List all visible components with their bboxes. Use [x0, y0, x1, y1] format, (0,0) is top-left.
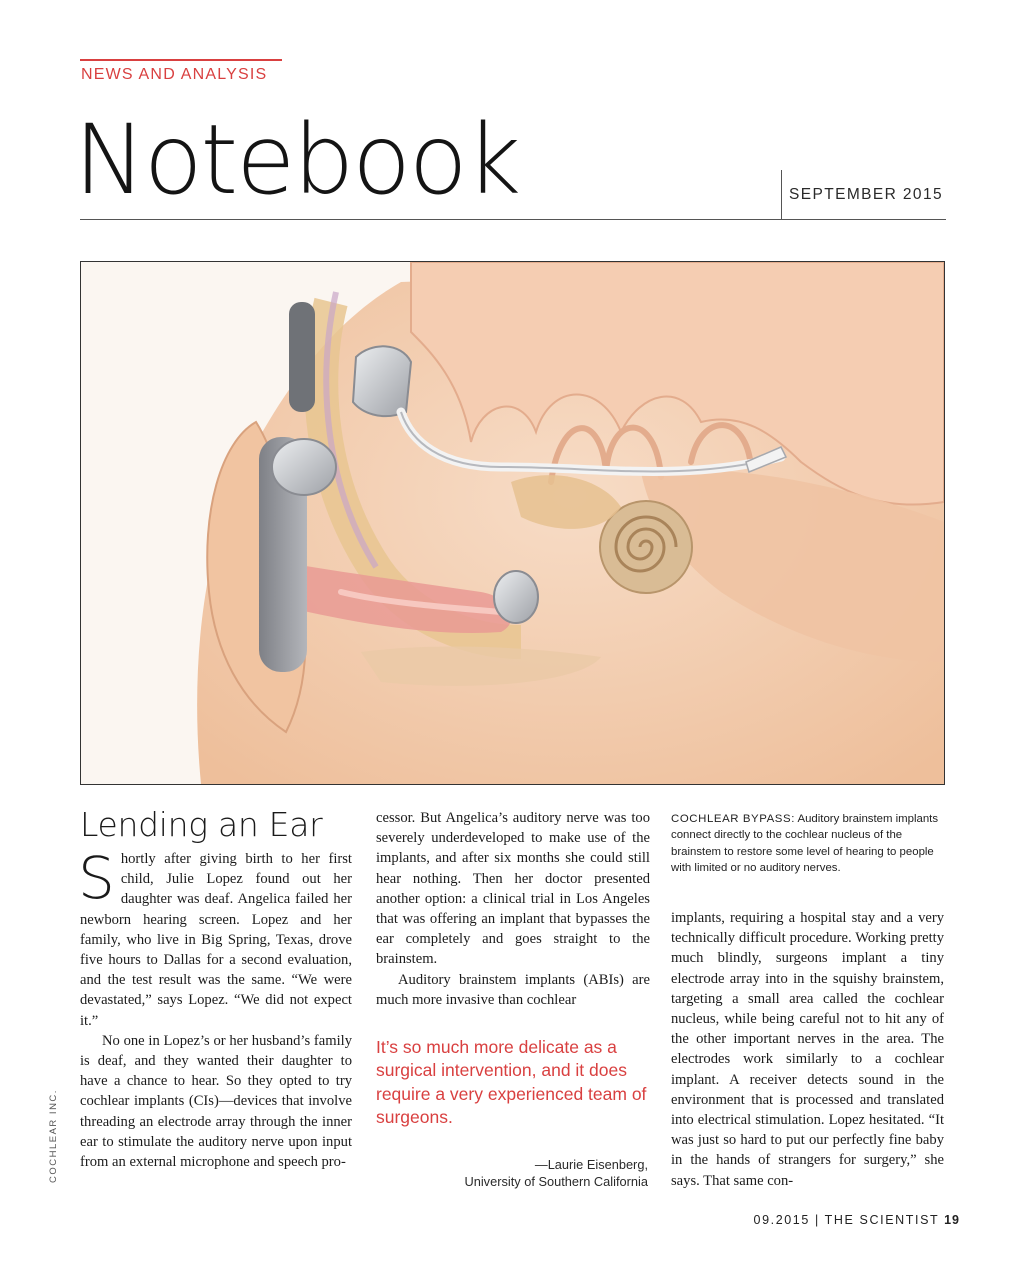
- page-number: 19: [944, 1213, 960, 1227]
- cochlear-implant-figure: [80, 261, 945, 785]
- article-column-1: [78, 844, 352, 1172]
- attribution-name: —Laurie Eisenberg,: [534, 1157, 648, 1172]
- article-paragraph: [78, 844, 352, 1031]
- section-rule: [80, 59, 282, 61]
- article-paragraph: cessor. But Angelica’s auditory nerve was too severely underdeveloped to make use of the implants, and after six months she could still hear nothing. Then her doctor presented another option: a clinical trial in Los Angeles that was offering an implant that bypasses the ear completely and goes straight to the brainstem.: [376, 810, 650, 968]
- folio: [754, 1213, 960, 1227]
- date-divider: [781, 170, 782, 220]
- article-column-2: [376, 808, 650, 1010]
- article-paragraph: No one in Lopez’s or her husband’s family is deaf, and they wanted their daughter to have a chance to hear. So they opted to try cochlear implants (CIs)—devices that involve threading an electrode array through the inner ear to stimulate the auditory nerve upon input from an external microphone and speech pro-: [80, 1032, 352, 1171]
- article-column-3: [671, 908, 944, 1191]
- pull-quote-attribution: [376, 1156, 648, 1190]
- title-rule: [80, 219, 946, 220]
- cochlear-implant-illustration-icon: [81, 262, 944, 784]
- caption-head: COCHLEAR BYPASS:: [671, 813, 795, 825]
- page-title: Notebook: [74, 104, 520, 216]
- attribution-affiliation: University of Southern California: [464, 1174, 648, 1189]
- pull-quote: It’s so much more delicate as a surgical intervention, and it does require a very experienced team of surgeons.: [376, 1037, 647, 1127]
- article-paragraph: Auditory brainstem implants (ABIs) are much more invasive than cochlear: [376, 971, 650, 1008]
- photo-credit: COCHLEAR INC.: [48, 1089, 59, 1183]
- caption-body: Auditory brainstem implants connect directly to the cochlear nucleus of the brainstem to restore some level of hearing to people with limited or no auditory nerves.: [671, 813, 939, 874]
- article-title: Lending an Ear: [80, 805, 323, 844]
- figure-caption: [671, 811, 947, 876]
- section-label: NEWS AND ANALYSIS: [81, 66, 268, 83]
- folio-text: 09.2015 | THE SCIENTIST: [753, 1213, 945, 1227]
- paragraph-text: hortly after giving birth to her first child, Julie Lopez found out her daughter was deaf. Angelica failed her newborn hearing screen. Lopez and her family, who live in Big Spring, Texas, drove five hours to Dallas for a second evaluation, and the test result was the same. “We were devastated,” says Lopez. “We did not expect it.”: [80, 851, 352, 1029]
- dropcap: S: [78, 844, 115, 912]
- issue-date: SEPTEMBER 2015: [789, 186, 943, 203]
- article-paragraph: implants, requiring a hospital stay and a very technically difficult procedure. Working pretty much blindly, surgeons implant a tiny electrode array into in the squishy brainstem, targeting a small area called the cochlear nucleus, while being careful not to hit any of the other important nerves in the area. The electrodes work similarly to a cochlear implant. A receiver detects sound in the environment that is processed and translated into electrical stimulation. Lopez hesitated. “It was just so hard to put our perfectly fine baby in the hands of strangers for surgery,” she says. That same con-: [671, 910, 944, 1189]
